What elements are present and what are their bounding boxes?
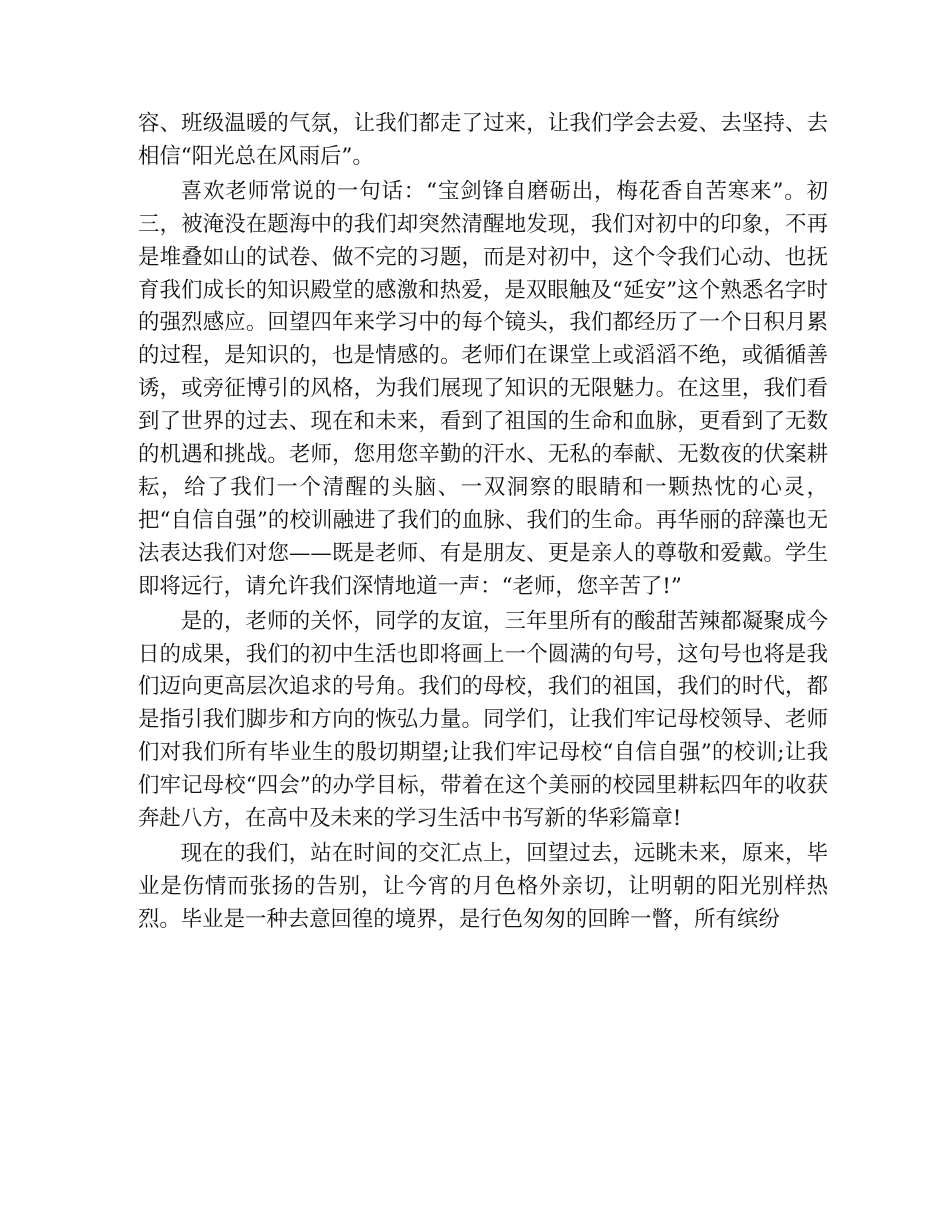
paragraph-1: 容、班级温暖的气氛，让我们都走了过来，让我们学会去爱、去坚持、去相信“阳光总在风雨后”。 <box>138 111 828 169</box>
body-text <box>138 108 828 937</box>
paragraph-4: 现在的我们，站在时间的交汇点上，回望过去，远眺未来，原来，毕业是伤情而张扬的告别，让今宵的月色格外亲切，让明朝的阳光别样热烈。毕业是一种去意回徨的境界，是行色匆匆的回眸一瞥，所有缤纷 <box>138 840 828 932</box>
paragraph-2: 喜欢老师常说的一句话：“宝剑锋自磨砺出，梅花香自苦寒来”。初三，被淹没在题海中的我们却突然清醒地发现，我们对初中的印象，不再是堆叠如山的试卷、做不完的习题，而是对初中，这个令我们心动、也抚育我们成长的知识殿堂的感激和热爱，是双眼触及“延安”这个熟悉名字时的强烈感应。回望四年来学习中的每个镜头，我们都经历了一个日积月累的过程，是知识的，也是情感的。老师们在课堂上或滔滔不绝，或循循善诱，或旁征博引的风格，为我们展现了知识的无限魅力。在这里，我们看到了世界的过去、现在和未来，看到了祖国的生命和血脉，更看到了无数的机遇和挑战。老师，您用您辛勤的汗水、无私的奉献、无数夜的伏案耕耘，给了我们一个清醒的头脑、一双洞察的眼睛和一颗热忱的心灵，把“自信自强”的校训融进了我们的血脉、我们的生命。再华丽的辞藻也无法表达我们对您——既是老师、有是朋友、更是亲人的尊敬和爱戴。学生即将远行，请允许我们深情地道一声：“老师，您辛苦了!” <box>138 178 828 599</box>
paragraph-3: 是的，老师的关怀，同学的友谊，三年里所有的酸甜苦辣都凝聚成今日的成果，我们的初中生活也即将画上一个圆满的句号，这句号也将是我们迈向更高层次追求的号角。我们的母校，我们的祖国，我们的时代，都是指引我们脚步和方向的恢弘力量。同学们，让我们牢记母校领导、老师们对我们所有毕业生的殷切期望;让我们牢记母校“自信自强”的校训;让我们牢记母校“四会”的办学目标，带着在这个美丽的校园里耕耘四年的收获奔赴八方，在高中及未来的学习生活中书写新的华彩篇章! <box>138 608 828 832</box>
